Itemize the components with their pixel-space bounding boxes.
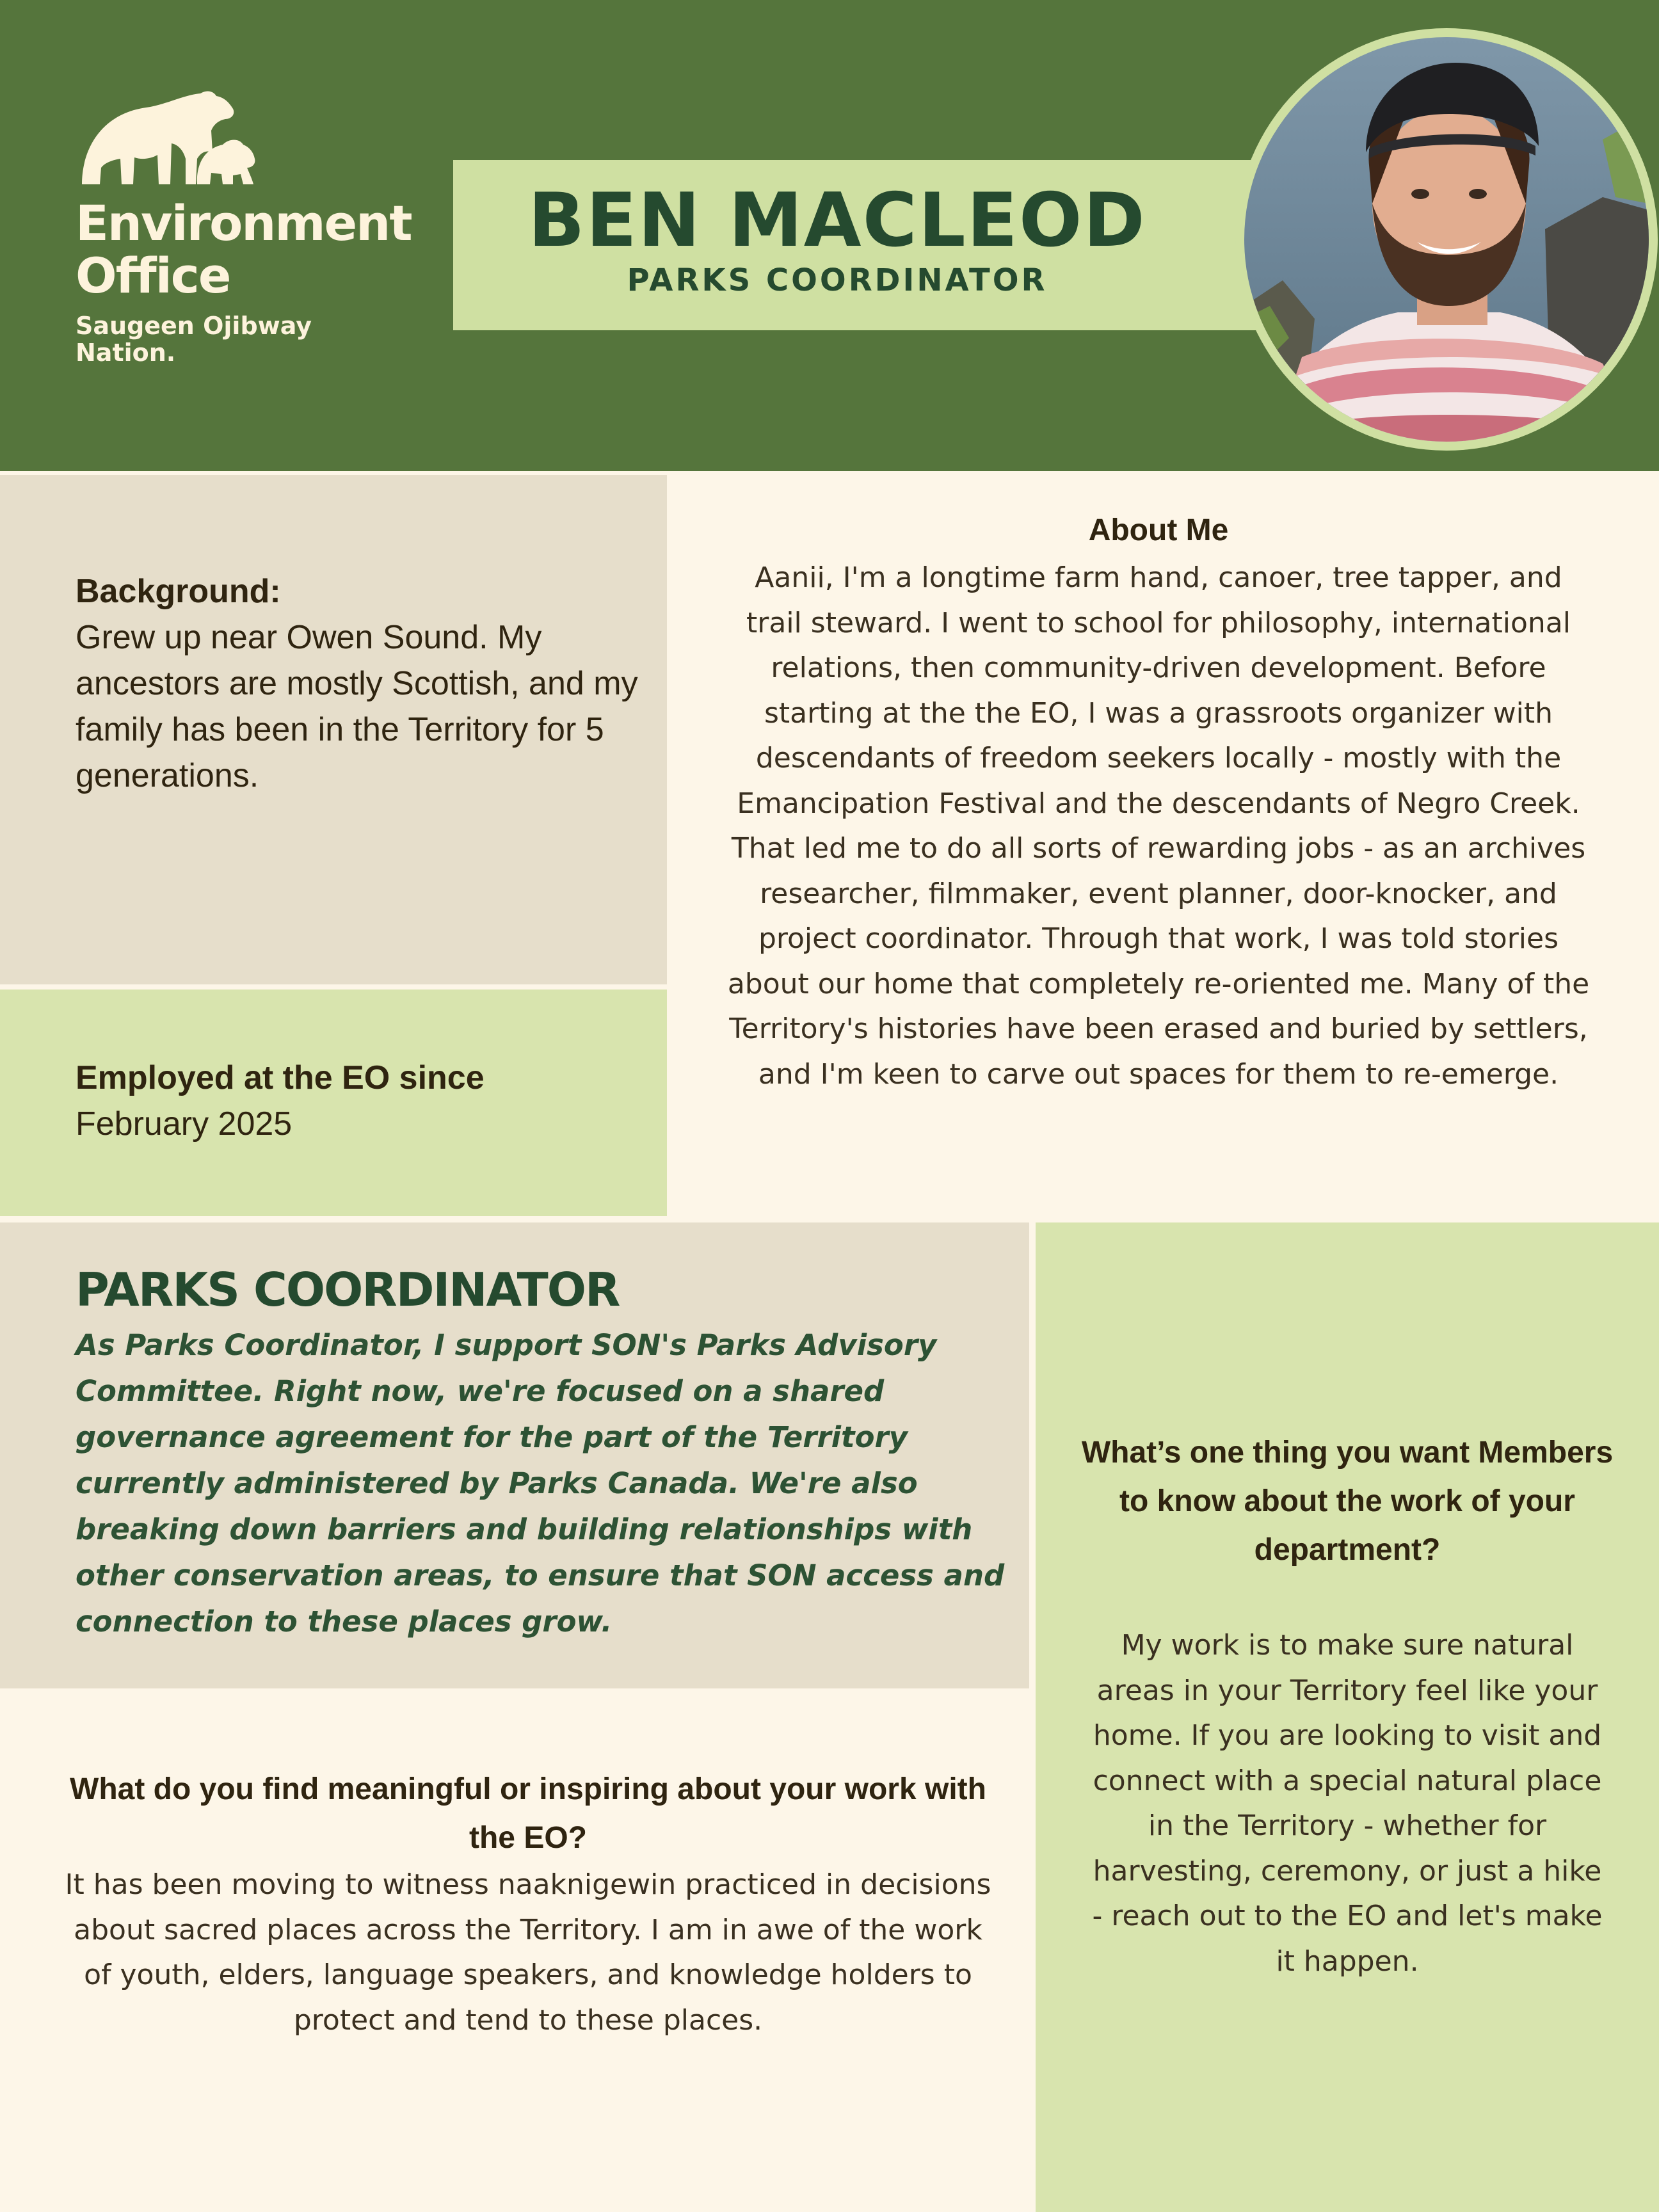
name-banner	[453, 160, 1285, 330]
employed-heading: Employed at the EO since	[76, 1059, 485, 1096]
background-heading: Background:	[76, 573, 281, 610]
logo-title-line2: Office	[76, 247, 230, 304]
bear-family-icon	[76, 88, 268, 197]
logo-subtitle	[76, 312, 434, 366]
employed-date: February 2025	[76, 1105, 293, 1142]
background-text: Grew up near Owen Sound. My ancestors are mostly Scottish, and my family has been in the Territory for 5 generations.	[76, 619, 638, 794]
meaningful-heading: What do you find meaningful or inspiring about your work with the EO?	[70, 1772, 986, 1855]
logo-subtitle-line2: Nation.	[76, 339, 176, 367]
logo-subtitle-line1: Saugeen Ojibway	[76, 312, 312, 340]
parks-heading: PARKS COORDINATOR	[76, 1263, 620, 1317]
logo-title-line1: Environment	[76, 195, 412, 252]
meaningful-text: It has been moving to witness naaknigewin practiced in decisions about sacred places across the Territory. I am in awe of the work of youth, elders, language speakers, and knowledge holders to protect and tend to these places.	[65, 1868, 991, 2037]
environment-office-logo	[76, 88, 434, 383]
about-heading: About Me	[1088, 513, 1229, 547]
about-text: Aanii, I'm a longtime farm hand, canoer, tree tapper, and trail steward. I went to school for philosophy, international relations, then community-driven development. Before starting at the the EO, I was a grassroots organizer with descendants of freedom seekers locally - mostly with the Emancipation Festival and the descendants of Negro Creek. That led me to do all sorts of rewarding jobs - as an archives researcher, filmmaker, event planner, door-knocker, and project coordinator. Through that work, I was told stories about our home that completely re-oriented me. Many of the Territory's histories have been erased and buried by settlers, and I'm keen to carve out spaces for them to re-emerge.	[727, 561, 1590, 1091]
department-question-text: My work is to make sure natural areas in your Territory feel like your home. If you are looking to visit and connect with a special natural place in the Territory - whether for harvesting, ceremony, or just a hike - reach out to the EO and let's make it happen.	[1092, 1629, 1603, 1978]
parks-text: As Parks Coordinator, I support SON's Parks Advisory Committee. Right now, we're focused on a shared governance agreement for the part of the Territory currently administered by Parks Canada. We're also breaking down barriers and building relationships with other conservation areas, to ensure that SON access and connection to these places grow.	[76, 1328, 1005, 1639]
person-name: BEN MACLEOD	[528, 177, 1146, 264]
logo-title	[76, 197, 434, 302]
portrait-photo	[1244, 37, 1649, 442]
person-role: PARKS COORDINATOR	[627, 262, 1048, 298]
department-question-heading: What’s one thing you want Members to know about the work of your department?	[1081, 1436, 1614, 1567]
